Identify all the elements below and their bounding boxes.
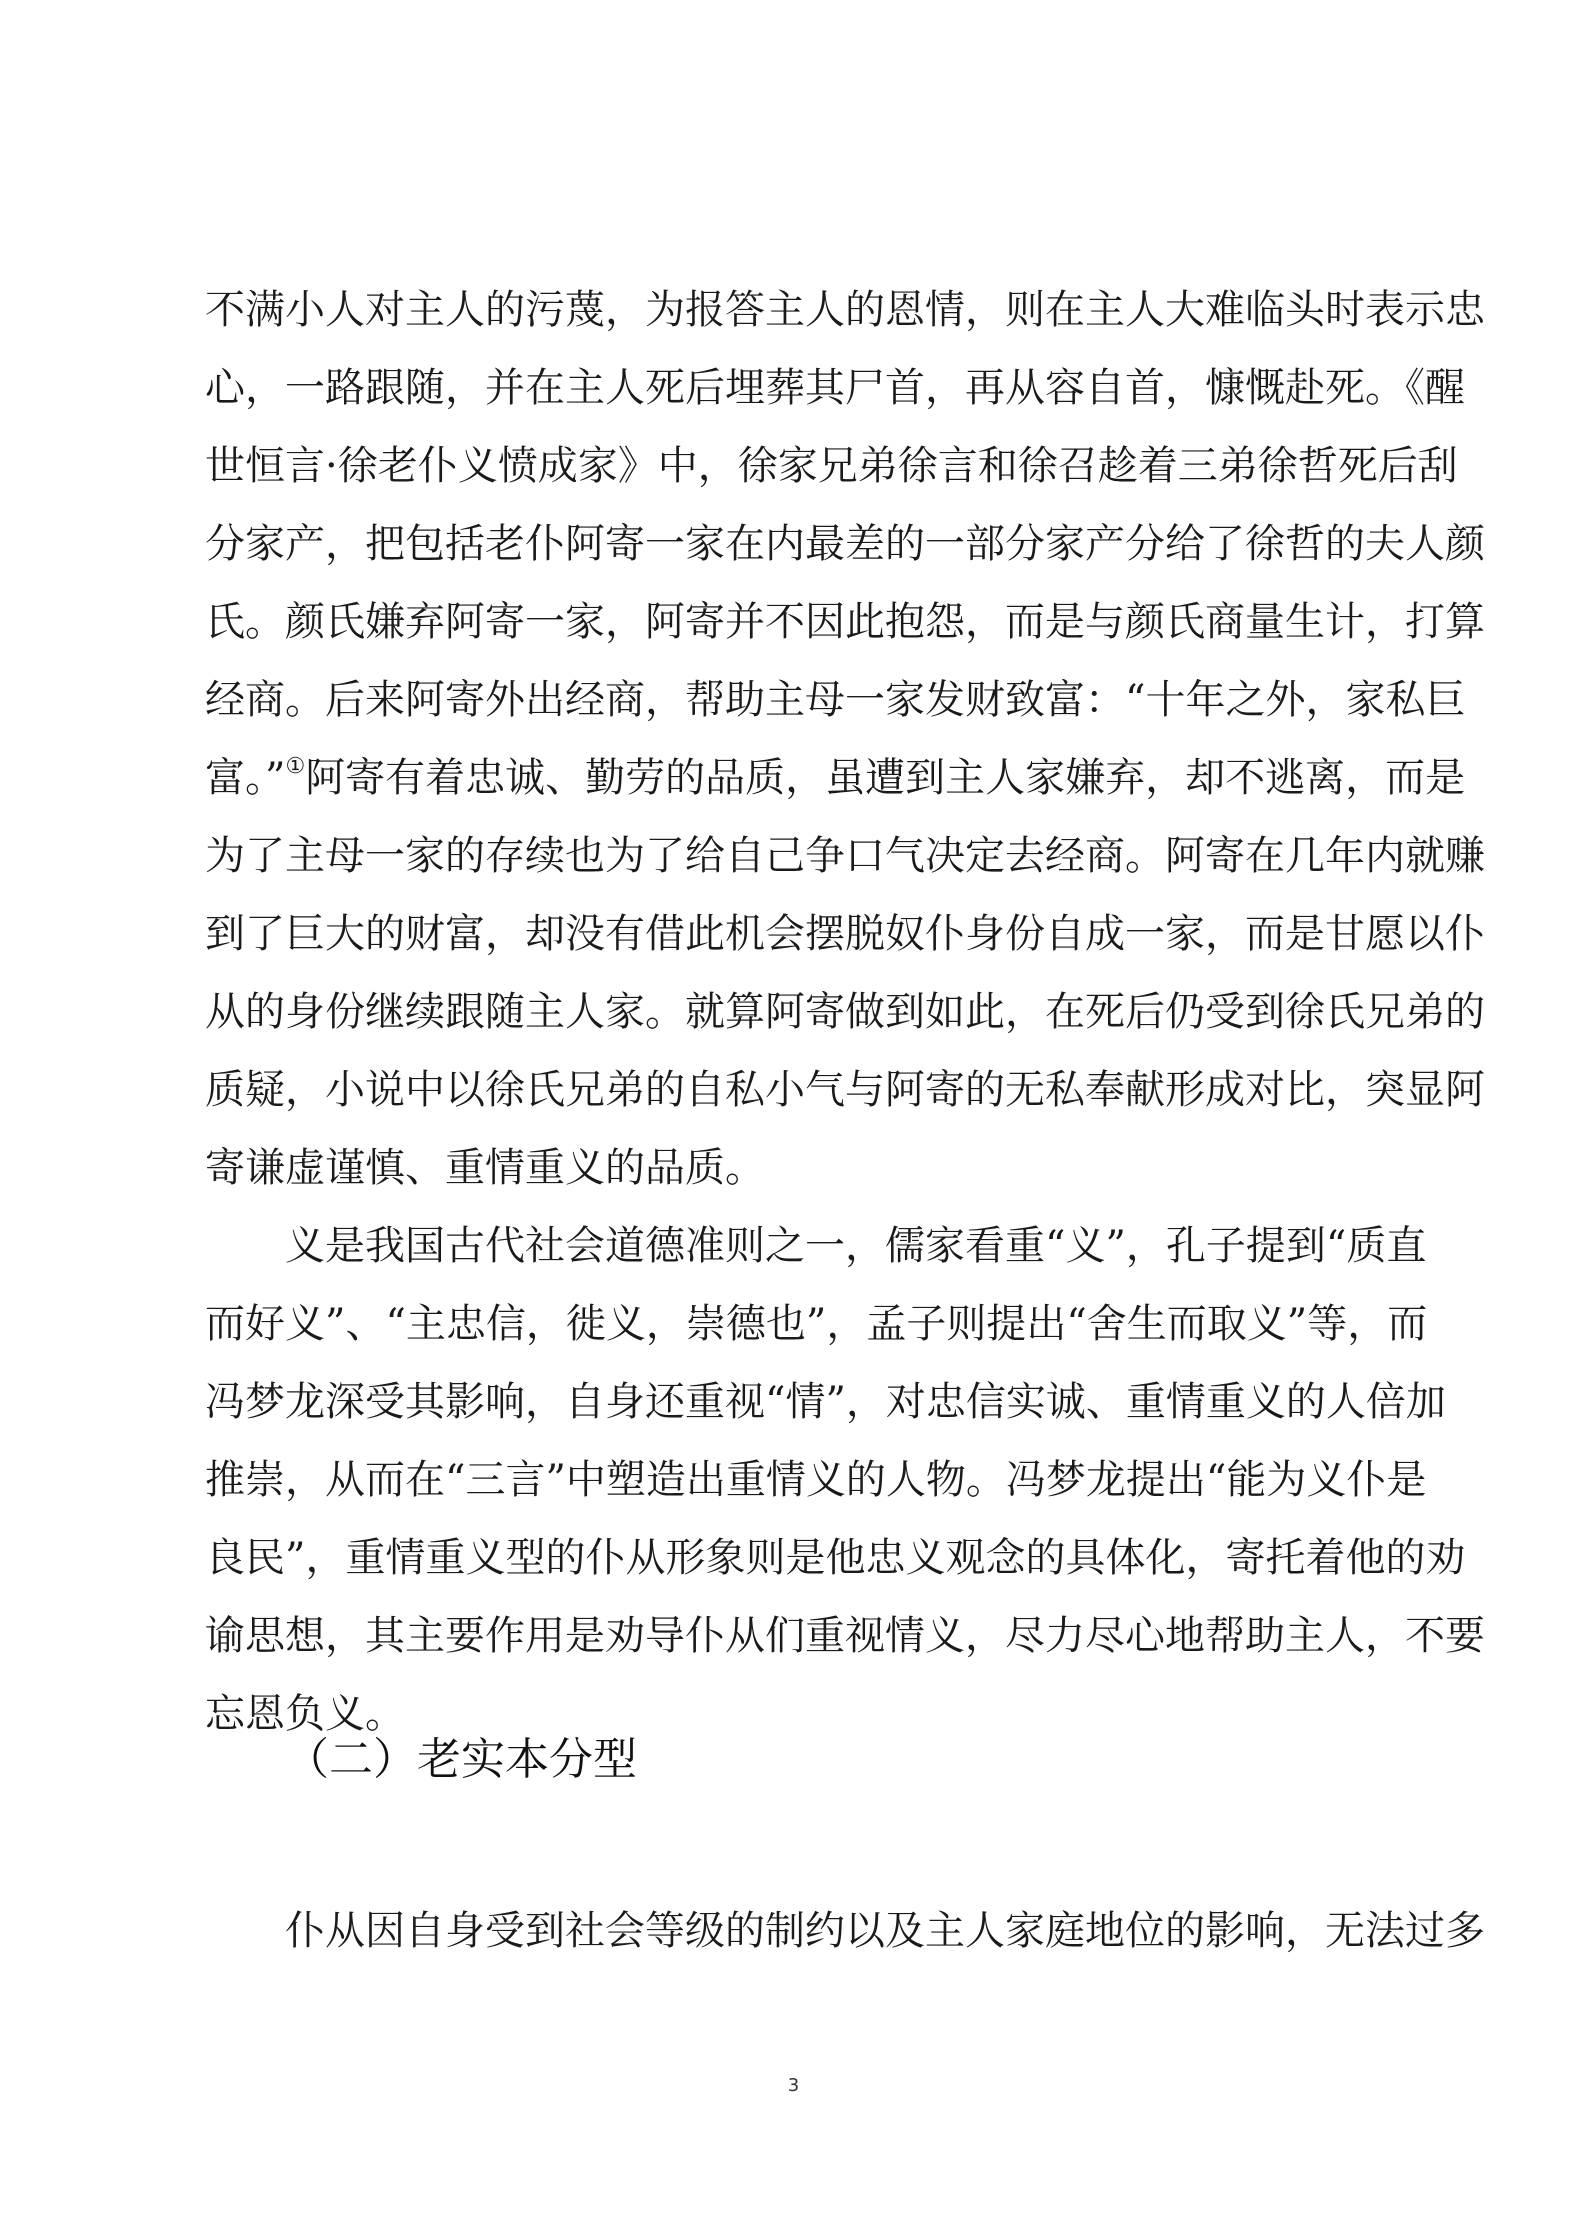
body-text-line: 推崇，从而在“三言”中塑造出重情义的人物。冯梦龙提出“能为义仆是 — [205, 1457, 1427, 1503]
body-text-line: 谕思想，其主要作用是劝导仆从们重视情义，尽力尽心地帮助主人，不要 — [205, 1613, 1485, 1659]
body-text-line: 经商。后来阿寄外出经商，帮助主母一家发财致富：“十年之外，家私巨 — [205, 677, 1466, 723]
body-text-line: 氏。颜氏嫌弃阿寄一家，阿寄并不因此抱怨，而是与颜氏商量生计，打算 — [205, 599, 1485, 645]
body-text-line: 良民”，重情重义型的仆从形象则是他忠义观念的具体化，寄托着他的劝 — [205, 1535, 1466, 1581]
body-text-line: 从的身份继续跟随主人家。就算阿寄做到如此，在死后仍受到徐氏兄弟的 — [205, 989, 1485, 1035]
body-text-line: 分家产，把包括老仆阿寄一家在内最差的一部分家产分给了徐哲的夫人颜 — [205, 521, 1485, 567]
body-text-line: 不满小人对主人的污蔑，为报答主人的恩情，则在主人大难临头时表示忠 — [205, 287, 1485, 333]
section-heading: （二）老实本分型 — [285, 1734, 637, 1785]
body-text-line-with-footnote — [205, 750, 1466, 806]
body-text-line: 质疑，小说中以徐氏兄弟的自私小气与阿寄的无私奉献形成对比，突显阿 — [205, 1067, 1485, 1113]
page-number: 3 — [787, 2075, 800, 2096]
body-text-line: 仆从因自身受到社会等级的制约以及主人家庭地位的影响，无法过多 — [285, 1908, 1485, 1954]
body-text-line: 义是我国古代社会道德准则之一，儒家看重“义”，孔子提到“质直 — [285, 1223, 1427, 1269]
footnote-marker[interactable]: ① — [285, 754, 306, 779]
body-text-line: 世恒言·徐老仆义愤成家》中，徐家兄弟徐言和徐召趁着三弟徐哲死后刮 — [205, 443, 1458, 489]
body-text-line: 忘恩负义。 — [205, 1691, 405, 1737]
text-before-footnote: 富。” — [205, 755, 286, 801]
body-text-line: 寄谦虚谨慎、重情重义的品质。 — [205, 1145, 765, 1191]
body-text-line: 为了主母一家的存续也为了给自己争口气决定去经商。阿寄在几年内就赚 — [205, 833, 1485, 879]
text-after-footnote: 阿寄有着忠诚、勤劳的品质，虽遭到主人家嫌弃，却不逃离，而是 — [305, 755, 1466, 801]
body-text-line: 而好义”、“主忠信，徙义，崇德也”，孟子则提出“舍生而取义”等，而 — [205, 1301, 1428, 1347]
body-text-line: 冯梦龙深受其影响，自身还重视“情”，对忠信实诚、重情重义的人倍加 — [205, 1379, 1446, 1425]
body-text-line: 心，一路跟随，并在主人死后埋葬其尸首，再从容自首，慷慨赴死。《醒 — [205, 365, 1465, 411]
body-text-line: 到了巨大的财富，却没有借此机会摆脱奴仆身份自成一家，而是甘愿以仆 — [205, 911, 1485, 957]
